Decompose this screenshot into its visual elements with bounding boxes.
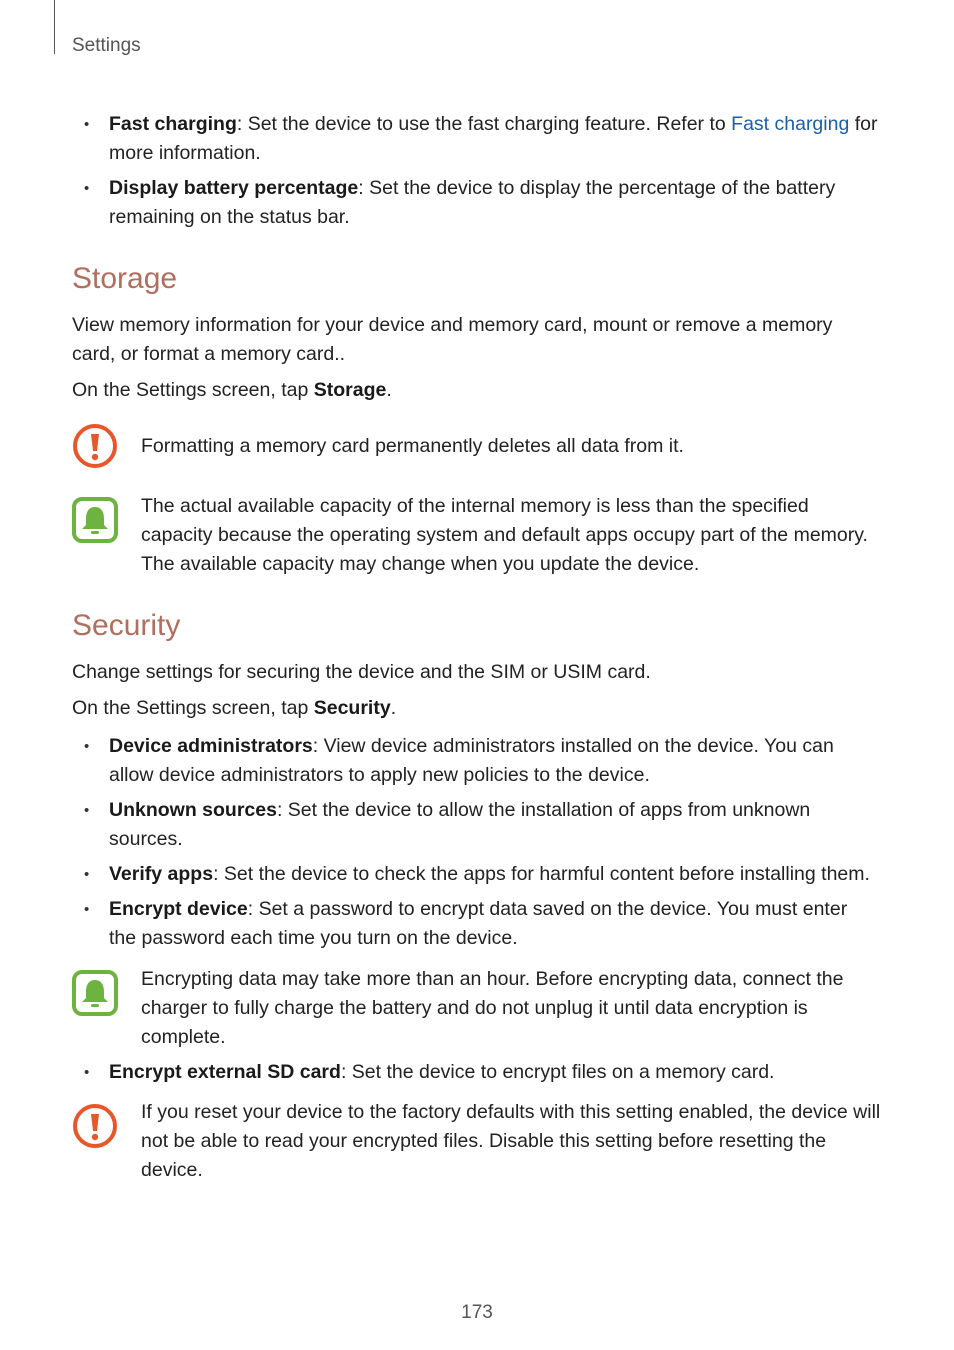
security-tap-instruction xyxy=(72,694,878,723)
bullet-glyph: • xyxy=(84,738,90,755)
instruction-target: Security xyxy=(313,697,391,719)
list-item xyxy=(72,860,878,889)
option-description: : View device administrators installed on the device. You can allow device administrators to apply new policies to the device. xyxy=(109,735,834,786)
instruction-suffix: . xyxy=(390,697,397,719)
note-text: Encrypting data may take more than an hour. Before encrypting data, connect the charger to fully charge the battery and do not unplug it until data encryption is complete. xyxy=(141,968,844,1048)
caution-text: Formatting a memory card permanently deletes all data from it. xyxy=(141,435,684,457)
running-header: Settings xyxy=(72,35,141,56)
bullet-glyph: • xyxy=(84,1064,90,1081)
option-term: Display battery percentage xyxy=(109,177,359,199)
header-rule xyxy=(54,0,55,54)
fast-charging-link[interactable]: Fast charging xyxy=(731,113,850,135)
sd-options-list xyxy=(72,1058,878,1093)
instruction-suffix: . xyxy=(386,379,392,401)
bullet-glyph: • xyxy=(84,180,90,197)
option-description: : Set the device to check the apps for harmful content before installing them. xyxy=(213,863,870,885)
instruction-prefix: On the Settings screen, tap xyxy=(72,379,314,401)
option-description: : Set the device to use the fast charging feature. Refer to xyxy=(236,113,732,135)
page-number: 173 xyxy=(461,1302,493,1323)
option-term: Fast charging xyxy=(109,113,237,135)
note-bell-icon xyxy=(72,970,118,1016)
instruction-target: Storage xyxy=(313,379,387,401)
list-item xyxy=(72,796,878,854)
security-options-list xyxy=(72,732,878,959)
option-description-tail: for more information. xyxy=(109,113,878,164)
note-bell-icon xyxy=(72,497,118,543)
note-text: The actual available capacity of the internal memory is less than the specified capacity because the operating system and default apps occupy part of the memory. The available capacity may change when you update the device. xyxy=(141,495,868,575)
list-item xyxy=(72,895,878,953)
caution-icon xyxy=(72,423,118,469)
battery-options-list xyxy=(72,110,878,238)
list-item xyxy=(72,174,878,232)
option-term: Device administrators xyxy=(109,735,313,757)
storage-tap-instruction xyxy=(72,376,878,405)
option-term: Verify apps xyxy=(109,863,214,885)
list-item xyxy=(72,1058,878,1087)
bullet-glyph: • xyxy=(84,866,90,883)
option-term: Unknown sources xyxy=(109,799,277,821)
list-item xyxy=(72,732,878,790)
option-description: : Set the device to encrypt files on a memory card. xyxy=(340,1061,775,1083)
caution-text: If you reset your device to the factory defaults with this setting enabled, the device will not be able to read your encrypted files. Disable this setting before resetting the device. xyxy=(141,1101,881,1181)
security-heading: Security xyxy=(72,609,181,642)
option-description: : Set the device to display the percentage of the battery remaining on the status bar. xyxy=(109,177,836,228)
option-description: : Set a password to encrypt data saved on the device. You must enter the password each time you turn on the device. xyxy=(109,898,848,949)
list-item xyxy=(72,110,878,168)
storage-intro: View memory information for your device and memory card, mount or remove a memory card, or format a memory card.. xyxy=(72,314,833,365)
bullet-glyph: • xyxy=(84,901,90,918)
bullet-glyph: • xyxy=(84,116,90,133)
instruction-prefix: On the Settings screen, tap xyxy=(72,697,314,719)
caution-icon xyxy=(72,1103,118,1149)
storage-heading: Storage xyxy=(72,262,178,295)
bullet-glyph: • xyxy=(84,802,90,819)
security-intro: Change settings for securing the device and the SIM or USIM card. xyxy=(72,661,651,683)
option-term: Encrypt device xyxy=(109,898,248,920)
option-term: Encrypt external SD card xyxy=(109,1061,341,1083)
option-description: : Set the device to allow the installation of apps from unknown sources. xyxy=(109,799,811,850)
